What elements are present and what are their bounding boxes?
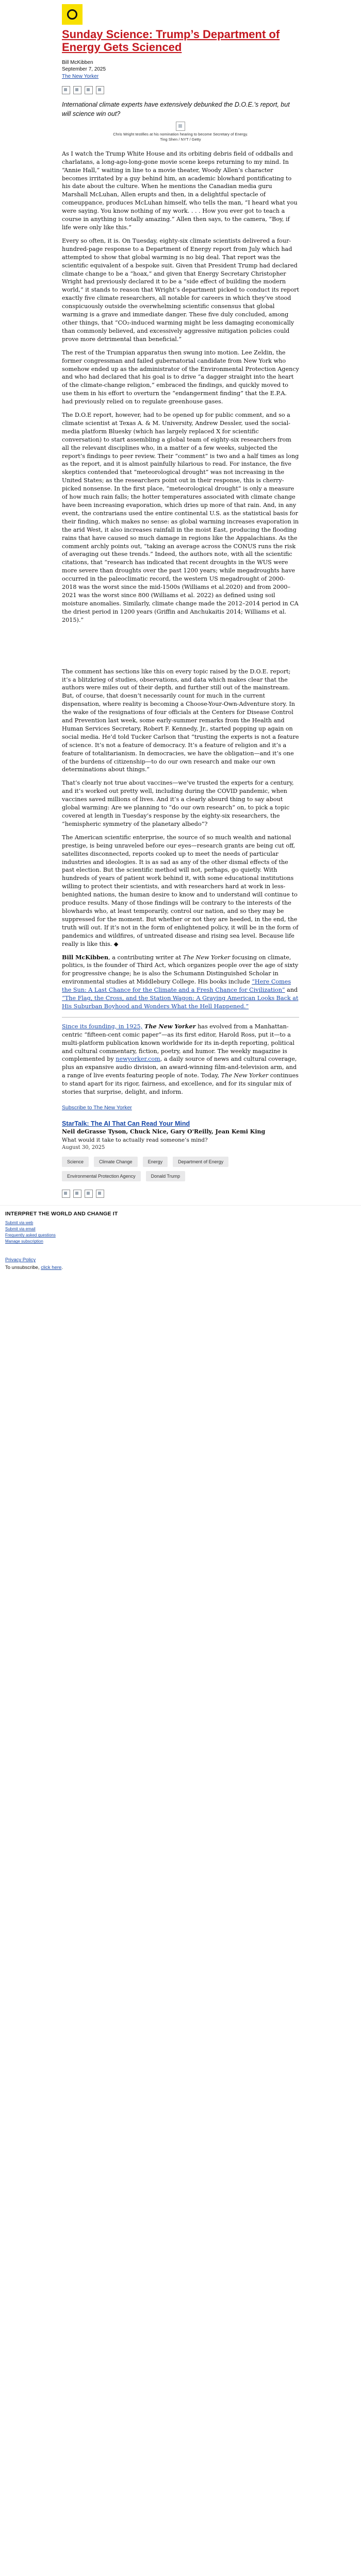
paragraph: The D.O.E report, however, had to be opened up for public comment, and so a climate scientist at Texas A. & M. University, Andrew Dessler, used the social-media platform Bluesky (which has largely replaced X for scientific conversation) to start assembling a global team of eighty-six researchers from all the relevant disciplines who, in a matter of a few weeks, subjected the report’s findings to peer review. Their “comment” is two and a half times as long as the report, and it is almost painfully hilarious to read. For instance, the five skeptics contended that “meteorological drought” was not increasing in the United States; as the researchers point out in their response, this is cherry-picked nonsense. In the first place, “meteorological drought” is only a measure of how much rain falls; the hotter temperatures associated with climate change have been increasing evaporation, which dries up more of that rain. And, in any event, the contrarians used the entire continental U.S. as the statistical basis for their finding, which makes no sense: as global warming increases evaporation in the arid West, it also increases rainfall in the moist East, producing the flooding rains that have caused so much damage in regions like the Appalachians. As the comment archly points out, “taking an average across the CONUS runs the risk of averaging out these trends.” Indeed, the authors note, with all the scientific citations, that “research has indicated that recent droughts in the WUS were more severe than droughts over the past 1200 years; while megadroughts have occurred in the paleoclimatic record, the western US megadrought of 2000-2018 was the worst since the mid-1500s (Williams et al.2020) and from 2000–2021 was the worst since 800 (Williams et al. 2022) as defined using soil moisture anomalies. Similarly, climate change made the 2012–2014 period in CA the driest period in 1200 years (Griffin and Anchukaitis 2014; Williams et al. 2015).” (62, 412, 299, 623)
article-title[interactable]: Sunday Science: Trump’s Department of Energy Gets Scienced (62, 28, 280, 54)
founding-link[interactable]: Since its founding, in 1925, (62, 1023, 143, 1030)
tag-department-of-energy[interactable]: Department of Energy (173, 1157, 228, 1167)
paragraph: The rest of the Trumpian apparatus then swung into motion. Lee Zeldin, the former congressman and failed gubernatorial candidate from New York who somehow ended up as the administrator of the Environmental Protection Agency and who had declared that his goal is to drive “a dagger straight into the heart of the climate-change religion,” embraced the findings, and quickly moved to use them in his effort to overturn the “endangerment finding” that the E.P.A. had previously relied on to regulate greenhouse gases. (62, 349, 299, 405)
spacer (62, 630, 299, 668)
unsubscribe-line (5, 1265, 356, 1270)
author-bio (62, 954, 299, 1011)
paragraph: That’s clearly not true about vaccines—we’ve trusted the experts for a century, and it’s worked out pretty well, including during the COVID pandemic, when vaccines saved millions of lives. And it’s a clearly absurd thing to say about global warming: Are we planning to “do our own research” on, to pick a topic covered at length in Tuesday’s response by the eighty-six researchers, the “hemispheric symmetry of the planetary albedo”? (62, 779, 294, 827)
about-text: , a daily source of news and cultural coverage, plus an expansive audio division, an award-winning film-and-television arm, and a range of live events featuring people of note. Today, (62, 1056, 297, 1079)
bio-publication: The New Yorker (183, 954, 231, 961)
author: Bill McKibben (62, 59, 93, 65)
paragraph: Every so often, it is. On Tuesday, eighty-six climate scientists delivered a four-hundred-page response to a Department of Energy report from July which had attempted to show that global warming is no big deal. That report was the scientific equivalent of a bespoke suit. Given that President Trump had declared climate change to be a “hoax,” and given that Energy Secretary Christopher Wright had previously declared it to be a “side effect of building the modern world,” it stands to reason that Wright’s department picked to conduct its report exactly five climate researchers, all notable for careers in which they’ve stood conspicuously outside the overwhelming scientific consensus that global warming is a grave and immediate danger. These five duly concluded, among other things, that “CO₂-induced warming might be less damaging economically than commonly believed, and excessively aggressive mitigation policies could prove more detrimental than beneficial.” (62, 237, 299, 343)
article-body (62, 150, 299, 1096)
email-header (62, 4, 299, 25)
related-item (62, 1120, 299, 1150)
article-meta (62, 59, 299, 80)
share-twitter-icon[interactable] (73, 86, 81, 94)
bottom-bar (5, 1250, 356, 1282)
unsubscribe-prefix: To unsubscribe, (5, 1265, 41, 1271)
footer-link-manage-subscription[interactable]: Manage subscription (5, 1239, 43, 1244)
bio-name: Bill McKibben (62, 953, 109, 961)
footer-links (5, 1220, 356, 1245)
related-title-link[interactable]: StarTalk: The AI That Can Read Your Mind (62, 1120, 190, 1127)
tag-science[interactable]: Science (62, 1157, 89, 1167)
tag-donald-trump[interactable]: Donald Trump (146, 1171, 186, 1181)
social-instagram-icon[interactable] (85, 1190, 93, 1198)
about-publication (62, 1023, 299, 1096)
book-link[interactable]: “Here Comes the Sun: A Last Chance for the Climate and a Fresh Chance for Civilization” (62, 978, 291, 994)
footer-link-submit-email[interactable]: Submit via email (5, 1227, 36, 1232)
privacy-policy-link[interactable]: Privacy Policy (5, 1257, 36, 1263)
social-twitter-icon[interactable] (73, 1190, 81, 1198)
logo-icon (62, 4, 83, 25)
hero-figure (62, 122, 299, 142)
related-description: What would it take to actually read someone’s mind? (62, 1137, 208, 1144)
footer-heading: INTERPRET THE WORLD AND CHANGE IT (5, 1211, 118, 1217)
image-placeholder-icon (176, 122, 185, 131)
share-email-icon[interactable] (85, 86, 93, 94)
tag-list (62, 1157, 299, 1181)
footer-social-icons (62, 1190, 299, 1198)
newyorker-site-link[interactable]: newyorker.com (116, 1056, 160, 1063)
footer-link-faq[interactable]: Frequently asked questions (5, 1233, 56, 1238)
paragraph: The comment has sections like this on every topic raised by the D.O.E. report; it’s a blitzkrieg of studies, observations, and data which makes clear that the authors were miles out of their depth, and further still out of the mainstream. But, of course, that doesn’t necessarily count for much in the current dispensation, where reality is becoming a Choose-Your-Own-Adventure story. In the wake of the resignations of four officials at the Centers for Disease Control and Prevention last week, some early-summer remarks from the Health and Human Services Secretary, Robert F. Kennedy, Jr., started popping up again on social media. He’d told Tucker Carlson that “trusting the experts is not a feature of science. It’s not a feature of democracy. It’s a feature of religion and it’s a feature of totalitarianism. In democracies, we have the obligation—and it’s one of the burdens of citizenship—to do our own research and make our own determinations about things.” (62, 668, 299, 773)
social-email-icon[interactable] (96, 1190, 104, 1198)
book-link[interactable]: “The Flag, the Cross, and the Station Wagon: A Graying American Looks Back at His Suburban Boyhood and Wonders What the Hell Happened.” (62, 995, 299, 1010)
related-authors: Neil deGrasse Tyson, Chuck Nice, Gary O'Reilly, Jean Kemi King (62, 1128, 266, 1135)
tag-energy[interactable]: Energy (143, 1157, 168, 1167)
share-icons (62, 86, 299, 94)
footer-link-submit-web[interactable]: Submit via web (5, 1221, 34, 1226)
figure-credit: Ting Shen / NYT / Getty (160, 137, 201, 142)
unsubscribe-link[interactable]: click here (41, 1265, 62, 1271)
social-facebook-icon[interactable] (62, 1190, 70, 1198)
bio-text: and (285, 987, 298, 994)
subscribe-link[interactable]: Subscribe to The New Yorker (62, 1105, 132, 1111)
bio-text: , a contributing writer at (108, 954, 183, 961)
related-date: August 30, 2025 (62, 1145, 105, 1151)
article-dek: International climate experts have extensively debunked the D.O.E.’s report, but will science win out? (62, 101, 290, 117)
share-link-icon[interactable] (96, 86, 104, 94)
tag-climate-change[interactable]: Climate Change (94, 1157, 138, 1167)
about-text: has evolved from a Manhattan-centric “fifteen-cent comic paper”—as its first editor, Harold Ross, put it—to a multi-platform publication known worldwide for its in-depth reporting, political and cultural commentary, fiction, poetry, and humor. The weekly magazine is complemented by (62, 1023, 295, 1063)
unsubscribe-suffix: . (61, 1265, 63, 1271)
publication-link[interactable]: The New Yorker (62, 73, 99, 79)
about-publication-name: The New Yorker (221, 1072, 269, 1079)
figure-caption: Chris Wright testifies at his nomination hearing to become Secretary of Energy. (113, 132, 248, 137)
footer (0, 1205, 361, 1250)
about-text: continues to stand apart for its rigor, fairness, and excellence, and for its singular mix of stories that surprise, delight, and inform. (62, 1072, 299, 1096)
divider (62, 1017, 299, 1018)
about-publication-name: The New Yorker (142, 1022, 196, 1030)
tag-environmental-protection-agency[interactable]: Environmental Protection Agency (62, 1171, 141, 1181)
date: September 7, 2025 (62, 66, 106, 73)
paragraph: The American scientific enterprise, the source of so much wealth and national prestige, is being unraveled before our eyes—research grants are being cut off, satellites disconnected, reports cooked up to meet the needs of particular industries and ideologies. It is as sad as any of the other dismal effects of the past election. But the scientific method will not, perhaps, go quietly. With hundreds of years of patient work behind it, with some educational institutions willing to protect their scientists, and with researchers hard at work in less-benighted nations, the human desire to know and to understand will continue to produce results. Many of those findings will be contrary to the interests of the blowhards who, at least temporarily, control our nation, and so they may be suppressed for the moment. But whether or not they are heeded, in the end, the truth will out. If it’s not in the form of enlightened policy, it will be in the form of pandemics and wildfires, of untreated disease and rising sea level. Because life really is like this. ◆ (62, 834, 299, 947)
share-facebook-icon[interactable] (62, 86, 70, 94)
paragraph: As I watch the Trump White House and its orbiting debris field of oddballs and charlatans, a long-ago-long-gone movie scene keeps returning to my mind. In “Annie Hall,” waiting in line to a movie theater, Woody Allen’s character becomes irritated by a guy behind him, an academic blowhard pontificating to his date about the culture. When he mentions the Canadian media guru Marshall McLuhan, Allen erupts and then, in a delightful spectacle of comeuppance, produces McLuhan himself, who tells the man, “I heard what you were saying. You know nothing of my work. . . . How you ever got to teach a course in anything is totally amazing.” Allen then says, to the camera, “Boy, if life were only like this.” (62, 150, 298, 231)
email-content (62, 0, 299, 1198)
bio-text: focusing on climate, politics, is the founder of Third Act, which organizes people over the age of sixty for progressive change; he is also the Schumann Distinguished Scholar in environmental studies at Middlebury College. His books include (62, 954, 299, 986)
